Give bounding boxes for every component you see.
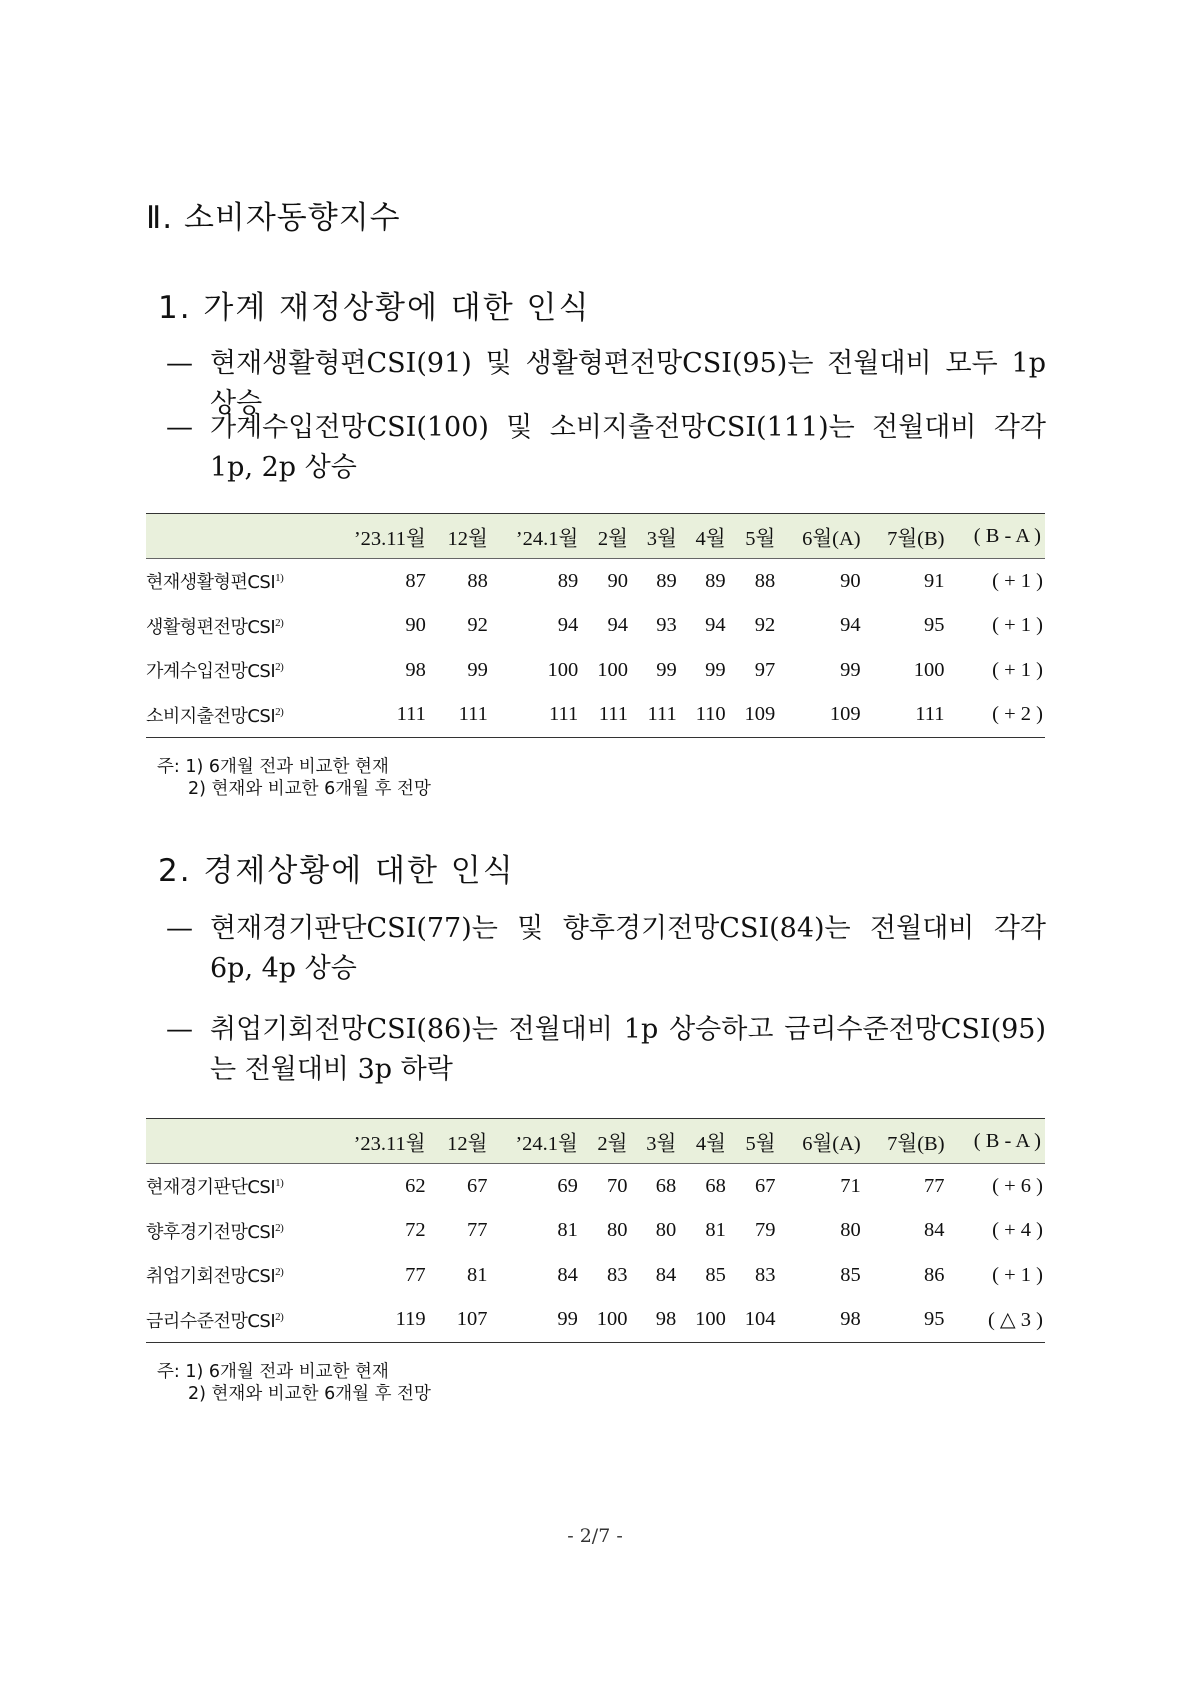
table-row	[146, 604, 1045, 649]
cell: 81	[466, 1263, 488, 1286]
cell: 100	[547, 658, 579, 681]
cell: 94	[607, 614, 628, 637]
note-2: 2) 현재와 비교한 6개월 후 전망	[188, 1384, 431, 1404]
section2-notes	[157, 1361, 431, 1405]
cell: 84	[655, 1263, 677, 1286]
cell: 94	[557, 614, 579, 637]
section2-bullet-2	[166, 1010, 1046, 1090]
bullet-dash: —	[166, 1014, 193, 1045]
cell: 79	[755, 1219, 776, 1242]
note-2: 2) 현재와 비교한 6개월 후 전망	[188, 779, 431, 799]
cell: 88	[754, 569, 776, 592]
diff-cell: ( + 6 )	[992, 1174, 1043, 1197]
cell: 70	[606, 1174, 628, 1197]
section1-title: 1. 가계 재정상황에 대한 인식	[158, 290, 591, 326]
cell: 68	[655, 1174, 677, 1197]
cell: 94	[840, 614, 861, 637]
household-finance-table	[146, 513, 1045, 738]
cell: 88	[467, 569, 488, 592]
chapter-title: Ⅱ. 소비자동향지수	[146, 200, 401, 236]
cell: 71	[840, 1174, 861, 1197]
row-label: 현재경기판단CSI$^{1)}$	[146, 1177, 284, 1199]
cell: 109	[730, 693, 780, 738]
cell: 92	[467, 614, 488, 637]
table-row	[146, 1253, 1045, 1298]
economic-conditions-table	[146, 1118, 1045, 1343]
cell: 109	[779, 693, 864, 738]
cell: 111	[430, 693, 492, 738]
cell: 86	[924, 1263, 945, 1286]
cell: 89	[705, 569, 726, 592]
cell: 107	[430, 1298, 492, 1343]
cell: 80	[655, 1219, 677, 1242]
header-blank	[146, 1119, 327, 1164]
row-label: 취업기회전망CSI$^{2)}$	[146, 1266, 284, 1288]
cell: 89	[656, 569, 677, 592]
cell: 81	[705, 1219, 726, 1242]
cell: 98	[631, 1298, 680, 1343]
col-header: 4월	[681, 514, 730, 559]
col-header: 5월	[730, 514, 780, 559]
col-header: 4월	[680, 1119, 730, 1164]
cell: 81	[557, 1219, 578, 1242]
cell: 91	[923, 569, 945, 592]
cell: 111	[865, 693, 949, 738]
cell: 93	[656, 614, 677, 637]
col-header: 2월	[582, 514, 632, 559]
row-label: 가계수입전망CSI$^{2)}$	[146, 661, 284, 683]
col-header: 2월	[582, 1119, 632, 1164]
note-1: 주: 1) 6개월 전과 비교한 현재	[157, 757, 389, 777]
table-header-row	[146, 1119, 1045, 1164]
cell: 69	[557, 1174, 578, 1197]
cell: 90	[405, 614, 426, 637]
cell: 89	[557, 569, 579, 592]
col-header: 7월(B)	[865, 514, 949, 559]
section2-title: 2. 경제상황에 대한 인식	[158, 853, 515, 889]
cell: 85	[840, 1263, 861, 1286]
cell: 99	[467, 658, 488, 681]
bullet-text: 취업기회전망CSI(86)는 전월대비 1p 상승하고 금리수준전망CSI(95)는 전월대비 3p 하락	[210, 1014, 1046, 1085]
cell: 77	[924, 1174, 945, 1197]
diff-cell: ( + 1 )	[992, 1263, 1043, 1286]
diff-cell: ( + 4 )	[992, 1219, 1043, 1242]
cell: 100	[597, 658, 628, 681]
cell: 100	[582, 1298, 632, 1343]
section1-bullet-2	[166, 408, 1046, 488]
cell: 62	[405, 1174, 426, 1197]
cell: 98	[405, 658, 426, 681]
diff-cell: ( △ 3 )	[949, 1298, 1045, 1343]
col-header: 5월	[730, 1119, 780, 1164]
col-header: ’24.1월	[492, 514, 582, 559]
cell: 84	[924, 1219, 945, 1242]
cell: 72	[405, 1219, 426, 1242]
table-row	[146, 1209, 1045, 1254]
table-row	[146, 1298, 1045, 1343]
col-header: 6월(A)	[780, 1119, 865, 1164]
bullet-text: 가계수입전망CSI(100) 및 소비지출전망CSI(111)는 전월대비 각각 1p, 2p 상승	[210, 412, 1046, 483]
table-row	[146, 559, 1045, 604]
cell: 110	[681, 693, 730, 738]
cell: 90	[840, 569, 861, 592]
cell: 111	[327, 693, 430, 738]
cell: 83	[606, 1263, 628, 1286]
cell: 95	[923, 614, 945, 637]
cell: 92	[754, 614, 776, 637]
page-number: - 2/7 -	[567, 1525, 623, 1547]
cell: 77	[466, 1219, 488, 1242]
col-header: ’24.1월	[491, 1119, 581, 1164]
col-header: ’23.11월	[327, 514, 430, 559]
table-header-row	[146, 514, 1045, 559]
header-blank	[146, 514, 327, 559]
cell: 77	[405, 1263, 426, 1286]
note-1: 주: 1) 6개월 전과 비교한 현재	[157, 1362, 389, 1382]
diff-cell: ( + 1 )	[992, 569, 1043, 592]
row-label: 생활형편전망CSI$^{2)}$	[146, 616, 284, 638]
cell: 67	[466, 1174, 488, 1197]
cell: 84	[557, 1263, 578, 1286]
cell: 98	[780, 1298, 865, 1343]
diff-cell: ( + 1 )	[992, 658, 1043, 681]
cell: 100	[680, 1298, 730, 1343]
cell: 87	[405, 569, 426, 592]
col-header: 12월	[430, 514, 492, 559]
col-header: 3월	[631, 1119, 680, 1164]
row-label: 소비지출전망CSI$^{2)}$	[146, 693, 327, 738]
cell: 104	[730, 1298, 780, 1343]
cell: 94	[705, 614, 726, 637]
cell: 119	[327, 1298, 430, 1343]
col-header: 6월(A)	[779, 514, 864, 559]
cell: 80	[606, 1219, 628, 1242]
cell: 100	[913, 658, 945, 681]
cell: 99	[491, 1298, 581, 1343]
section2-bullet-1	[166, 909, 1046, 989]
cell: 99	[656, 658, 677, 681]
diff-cell: ( + 1 )	[992, 614, 1043, 637]
col-header: 12월	[430, 1119, 492, 1164]
table-row	[146, 648, 1045, 693]
cell: 83	[755, 1263, 776, 1286]
col-header: ( B - A )	[949, 1119, 1045, 1164]
table-row	[146, 1164, 1045, 1209]
cell: 80	[840, 1219, 861, 1242]
cell: 99	[705, 658, 726, 681]
bullet-dash: —	[166, 412, 193, 443]
table-row	[146, 693, 1045, 738]
col-header: 7월(B)	[865, 1119, 949, 1164]
cell: 95	[865, 1298, 949, 1343]
bullet-text: 현재경기판단CSI(77)는 및 향후경기전망CSI(84)는 전월대비 각각 6p, 4p 상승	[210, 913, 1046, 984]
col-header: ’23.11월	[327, 1119, 430, 1164]
cell: 90	[607, 569, 628, 592]
cell: 68	[705, 1174, 726, 1197]
row-label: 향후경기전망CSI$^{2)}$	[146, 1221, 284, 1243]
diff-cell: ( + 2 )	[948, 693, 1045, 738]
bullet-dash: —	[166, 348, 193, 379]
section1-notes	[157, 756, 431, 800]
cell: 111	[582, 693, 632, 738]
row-label: 금리수준전망CSI$^{2)}$	[146, 1298, 327, 1343]
col-header: 3월	[632, 514, 681, 559]
cell: 99	[840, 658, 861, 681]
cell: 111	[632, 693, 681, 738]
cell: 67	[755, 1174, 776, 1197]
col-header: ( B - A )	[948, 514, 1045, 559]
cell: 111	[492, 693, 582, 738]
bullet-dash: —	[166, 913, 193, 944]
bullet-text: 현재생활형편CSI(91) 및 생활형편전망CSI(95)는 전월대비 모두 1p 상승	[210, 348, 1046, 419]
cell: 97	[754, 658, 776, 681]
row-label: 현재생활형편CSI$^{1)}$	[146, 572, 284, 594]
cell: 85	[705, 1263, 726, 1286]
